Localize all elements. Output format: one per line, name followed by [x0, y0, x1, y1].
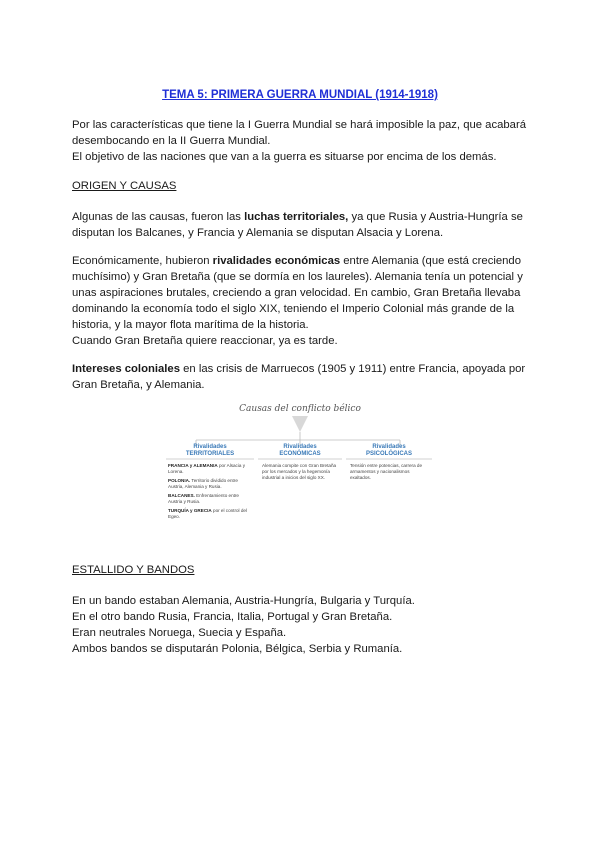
territorial-item: [168, 493, 254, 505]
causes-paragraph-line-2: disputan los Balcanes, y Francia y Alemania se disputan Alsacia y Lorena.: [72, 227, 444, 239]
economic-paragraph-line-1: [72, 253, 532, 269]
column-head-territoriales: [166, 444, 254, 458]
column-head-economicas: [258, 444, 342, 458]
economic-paragraph-line-3: unas aspiraciones brutales, creciendo a gran velocidad. En cambio, Gran Bretaña llevaba: [72, 287, 521, 299]
column-divider-3: [346, 458, 432, 460]
column-divider-2: [258, 458, 342, 460]
economic-paragraph-line-4: dominando la economía todo el siglo XIX, teniendo el Imperio Colonial más grande de la: [72, 303, 515, 315]
causes-diagram: [166, 402, 434, 550]
text-run: Algunas de las causas, fueron las: [72, 211, 245, 223]
item-bold: FRANCIA y ALEMANIA: [168, 463, 218, 468]
intro-line-1: Por las características que tiene la I Guerra Mundial se hará imposible la paz, que acabará: [72, 119, 526, 131]
bandos-line-2: En el otro bando Rusia, Francia, Italia, Portugal y Gran Bretaña.: [72, 611, 393, 623]
diagram-title: Causas del conflicto bélico: [239, 404, 361, 414]
section-heading-origen: ORIGEN Y CAUSAS: [72, 180, 177, 192]
bold-term-rivalidades: rivalidades económicas: [212, 255, 341, 267]
column-economicas-text: Alemania compite con Gran Bretaña por los mercados y la hegemonía industrial a inicios del siglo XX.: [262, 463, 337, 480]
intro-line-3: El objetivo de las naciones que van a la guerra es situarse por encima de los demás.: [72, 151, 497, 163]
column-head-psicologicas: [346, 444, 432, 458]
economic-paragraph-line-6: Cuando Gran Bretaña quiere reaccionar, ya es tarde.: [72, 335, 338, 347]
territorial-item: [168, 478, 254, 490]
column-head-line: TERRITORIALES: [185, 451, 235, 457]
bold-term-intereses: Intereses coloniales: [72, 363, 180, 375]
item-bold: BALCANES.: [168, 493, 195, 498]
item-bold: POLONIA.: [168, 478, 191, 483]
bandos-line-1: En un bando estaban Alemania, Austria-Hungría, Bulgaria y Turquía.: [72, 595, 415, 607]
text-run: Económicamente, hubieron: [72, 255, 213, 267]
colonial-paragraph-line-2: Gran Bretaña, y Alemania.: [72, 379, 205, 391]
column-psicologicas-text: Tensión entre potencias, carrera de armamentos y nacionalismos exaltados.: [350, 463, 423, 480]
column-divider-1: [166, 458, 254, 460]
column-head-line: PSICOLÓGICAS: [365, 451, 412, 457]
economic-paragraph-line-5: historia, y la mayor flota marítima de la historia.: [72, 319, 309, 331]
economic-paragraph-line-2: muchísimo) y Gran Bretaña (que se dormía en los laureles). Alemania tenía un potencial y: [72, 271, 523, 283]
column-head-line: Rivalidades: [283, 444, 317, 450]
text-run: ya que Rusia y Austria-Hungría se: [348, 211, 523, 223]
text-run: en las crisis de Marruecos (1905 y 1911) entre Francia, apoyada por: [180, 363, 526, 375]
item-text: Enfrentamiento entre Austria y Rusia.: [168, 493, 239, 504]
colonial-paragraph-line-1: [72, 361, 532, 377]
funnel-arrow: [292, 416, 308, 432]
document-title: TEMA 5: PRIMERA GUERRA MUNDIAL (1914-1918): [162, 89, 438, 101]
territorial-item: [168, 463, 254, 475]
item-text: por el control del Egeo.: [168, 508, 247, 519]
column-head-line: Rivalidades: [372, 444, 406, 450]
column-head-line: ECONÓMICAS: [279, 451, 321, 457]
section-heading-estallido: ESTALLIDO Y BANDOS: [72, 564, 195, 576]
text-run: entre Alemania (que está creciendo: [340, 255, 522, 267]
intro-line-2: desembocando en la II Guerra Mundial.: [72, 135, 271, 147]
territorial-item: [168, 508, 254, 520]
item-bold: TURQUÍA y GRECIA: [168, 508, 212, 513]
item-text: por Alsacia y Lorena.: [168, 463, 246, 474]
bandos-line-4: Ambos bandos se disputarán Polonia, Bélgica, Serbia y Rumanía.: [72, 643, 403, 655]
bandos-line-3: Eran neutrales Noruega, Suecia y España.: [72, 627, 287, 639]
item-text: Territorio dividido entre Austria, Alemania y Rusia.: [168, 478, 238, 489]
bold-term-luchas: luchas territoriales,: [244, 211, 349, 223]
causes-paragraph-line-1: [72, 209, 532, 225]
column-territoriales-text: [168, 463, 254, 520]
column-head-line: Rivalidades: [193, 444, 227, 450]
